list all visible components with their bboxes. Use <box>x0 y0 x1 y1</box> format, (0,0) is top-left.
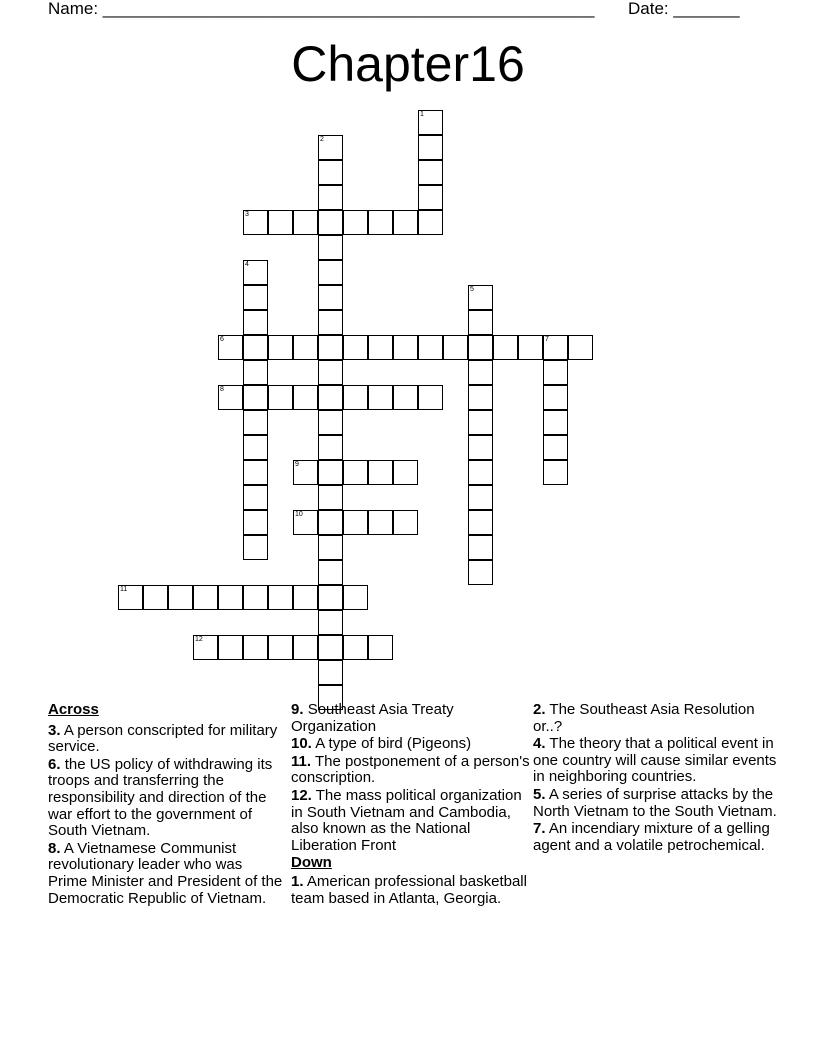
grid-cell[interactable] <box>493 335 518 360</box>
grid-cell[interactable] <box>318 635 343 660</box>
grid-cell[interactable] <box>243 460 268 485</box>
grid-cell[interactable] <box>293 585 318 610</box>
clue-number: 9. <box>291 701 304 718</box>
grid-cell[interactable] <box>318 335 343 360</box>
grid-cell[interactable] <box>293 510 318 535</box>
grid-cell[interactable] <box>318 460 343 485</box>
grid-cell[interactable] <box>343 210 368 235</box>
grid-cell[interactable] <box>243 535 268 560</box>
clue-number: 6. <box>48 755 61 773</box>
grid-cell[interactable] <box>318 510 343 535</box>
grid-cell[interactable] <box>468 410 493 435</box>
clues-column-1 <box>48 702 283 908</box>
down-heading: Down <box>291 854 332 872</box>
grid-cell[interactable] <box>318 160 343 185</box>
grid-cell[interactable] <box>318 135 343 160</box>
clue-number-1: 1 <box>420 111 424 118</box>
grid-cell[interactable] <box>543 335 568 360</box>
grid-cell[interactable] <box>318 435 343 460</box>
grid-cell[interactable] <box>293 385 318 410</box>
clue-text: A type of bird (Pigeons) <box>315 735 472 753</box>
grid-cell[interactable] <box>293 335 318 360</box>
grid-cell[interactable] <box>418 385 443 410</box>
grid-cell[interactable] <box>543 360 568 385</box>
clue-number: 8. <box>48 839 61 857</box>
grid-cell[interactable] <box>218 585 243 610</box>
grid-cell[interactable] <box>343 585 368 610</box>
clue-across-8 <box>48 841 283 907</box>
grid-cell[interactable] <box>168 585 193 610</box>
grid-cell[interactable] <box>543 410 568 435</box>
grid-cell[interactable] <box>343 385 368 410</box>
clue-text: An incendiary mixture of a gelling agent and a volatile petrochemical. <box>533 820 770 854</box>
grid-cell[interactable] <box>318 560 343 585</box>
clue-text: American professional basketball team based in Atlanta, Georgia. <box>291 872 527 907</box>
grid-cell[interactable] <box>268 335 293 360</box>
grid-cell[interactable] <box>393 335 418 360</box>
clue-number: 12. <box>291 786 312 804</box>
clue-number-10: 10 <box>295 511 303 518</box>
grid-cell[interactable] <box>543 435 568 460</box>
grid-cell[interactable] <box>243 485 268 510</box>
clues-column-2 <box>291 702 531 908</box>
clue-number-7: 7 <box>545 336 549 343</box>
grid-cell[interactable] <box>243 360 268 385</box>
grid-cell[interactable] <box>468 335 493 360</box>
clue-across-3 <box>48 723 283 756</box>
clue-text: A series of surprise attacks by the North Vietnam to the South Vietnam. <box>533 785 777 820</box>
grid-cell[interactable] <box>468 310 493 335</box>
grid-cell[interactable] <box>193 585 218 610</box>
grid-cell[interactable] <box>518 335 543 360</box>
grid-cell[interactable] <box>243 310 268 335</box>
clue-across-9 <box>291 702 531 735</box>
grid-cell[interactable] <box>468 535 493 560</box>
grid-cell[interactable] <box>343 460 368 485</box>
grid-cell[interactable] <box>218 335 243 360</box>
clue-number-3: 3 <box>245 211 249 218</box>
grid-cell[interactable] <box>243 510 268 535</box>
clue-number: 2. <box>533 701 546 718</box>
grid-cell[interactable] <box>143 585 168 610</box>
clue-text: The postponement of a person's conscription. <box>291 752 530 787</box>
grid-cell[interactable] <box>193 635 218 660</box>
grid-cell[interactable] <box>343 635 368 660</box>
clue-down-5 <box>533 787 778 820</box>
grid-cell[interactable] <box>368 335 393 360</box>
clue-down-2 <box>533 702 778 735</box>
grid-cell[interactable] <box>368 635 393 660</box>
clue-text: The mass political organization in South Vietnam and Cambodia, also known as the National Liberation Front <box>291 786 522 854</box>
grid-cell[interactable] <box>368 510 393 535</box>
grid-cell[interactable] <box>218 385 243 410</box>
grid-cell[interactable] <box>368 385 393 410</box>
grid-cell[interactable] <box>468 485 493 510</box>
grid-cell[interactable] <box>543 385 568 410</box>
grid-cell[interactable] <box>393 460 418 485</box>
across-heading: Across <box>48 701 99 718</box>
clue-text: A person conscripted for military service. <box>48 721 278 756</box>
grid-cell[interactable] <box>318 410 343 435</box>
clue-number: 3. <box>48 721 61 739</box>
clue-number-9: 9 <box>295 461 299 468</box>
grid-cell[interactable] <box>243 585 268 610</box>
clue-number: 5. <box>533 785 546 803</box>
grid-cell[interactable] <box>468 435 493 460</box>
grid-cell[interactable] <box>418 135 443 160</box>
grid-cell[interactable] <box>443 335 468 360</box>
grid-cell[interactable] <box>418 210 443 235</box>
grid-cell[interactable] <box>468 560 493 585</box>
grid-cell[interactable] <box>243 210 268 235</box>
clue-number-12: 12 <box>195 636 203 643</box>
grid-cell[interactable] <box>293 210 318 235</box>
grid-cell[interactable] <box>343 335 368 360</box>
grid-cell[interactable] <box>243 260 268 285</box>
grid-cell[interactable] <box>318 610 343 635</box>
grid-cell[interactable] <box>418 110 443 135</box>
grid-cell[interactable] <box>243 385 268 410</box>
clue-text: The Southeast Asia Resolution or..? <box>533 701 755 735</box>
grid-cell[interactable] <box>268 585 293 610</box>
grid-cell[interactable] <box>243 635 268 660</box>
clue-down-7 <box>533 821 778 854</box>
grid-cell[interactable] <box>418 335 443 360</box>
grid-cell[interactable] <box>393 210 418 235</box>
grid-cell[interactable] <box>393 385 418 410</box>
grid-cell[interactable] <box>393 510 418 535</box>
grid-cell[interactable] <box>318 185 343 210</box>
grid-cell[interactable] <box>318 210 343 235</box>
clue-number: 1. <box>291 872 304 890</box>
grid-cell[interactable] <box>468 385 493 410</box>
clue-number: 11. <box>291 752 312 770</box>
clue-down-1 <box>291 874 531 907</box>
grid-cell[interactable] <box>268 635 293 660</box>
clue-across-10 <box>291 736 531 753</box>
grid-cell[interactable] <box>318 310 343 335</box>
clue-number: 4. <box>533 735 546 753</box>
clue-number-8: 8 <box>220 386 224 393</box>
name-field-label: Name: ____________________________________________________ <box>48 0 595 18</box>
grid-cell[interactable] <box>318 385 343 410</box>
clue-text: the US policy of withdrawing its troops and transferring the responsibility and direction of the war effort to the government of South Vietnam. <box>48 755 273 840</box>
clue-number: 10. <box>291 735 312 753</box>
clue-down-4 <box>533 736 778 786</box>
grid-cell[interactable] <box>243 435 268 460</box>
grid-cell[interactable] <box>293 460 318 485</box>
grid-cell[interactable] <box>468 285 493 310</box>
clue-number-4: 4 <box>245 261 249 268</box>
clue-across-6 <box>48 757 283 840</box>
grid-cell[interactable] <box>368 210 393 235</box>
grid-cell[interactable] <box>318 360 343 385</box>
grid-cell[interactable] <box>318 660 343 685</box>
clue-number-2: 2 <box>320 136 324 143</box>
grid-cell[interactable] <box>318 285 343 310</box>
grid-cell[interactable] <box>418 160 443 185</box>
clues-column-3 <box>533 702 778 855</box>
grid-cell[interactable] <box>243 335 268 360</box>
grid-cell[interactable] <box>568 335 593 360</box>
grid-cell[interactable] <box>468 460 493 485</box>
grid-cell[interactable] <box>318 535 343 560</box>
grid-cell[interactable] <box>318 485 343 510</box>
grid-cell[interactable] <box>243 410 268 435</box>
grid-cell[interactable] <box>468 360 493 385</box>
grid-cell[interactable] <box>318 585 343 610</box>
clue-text: The theory that a political event in one country will cause similar events in neighboring countries. <box>533 735 777 786</box>
grid-cell[interactable] <box>368 460 393 485</box>
grid-cell[interactable] <box>543 460 568 485</box>
date-field-label: Date: _______ <box>628 0 740 18</box>
grid-cell[interactable] <box>243 285 268 310</box>
grid-cell[interactable] <box>318 260 343 285</box>
clue-number-11: 11 <box>120 586 128 593</box>
grid-cell[interactable] <box>418 185 443 210</box>
clue-number: 7. <box>533 820 546 838</box>
clue-across-11 <box>291 754 531 787</box>
grid-cell[interactable] <box>343 510 368 535</box>
grid-cell[interactable] <box>118 585 143 610</box>
clue-number-5: 5 <box>470 286 474 293</box>
clue-text: Southeast Asia Treaty Organization <box>291 701 454 735</box>
page-title: Chapter16 <box>291 36 525 92</box>
grid-cell[interactable] <box>293 635 318 660</box>
clue-across-12 <box>291 788 531 854</box>
grid-cell[interactable] <box>218 635 243 660</box>
clue-number-6: 6 <box>220 336 224 343</box>
grid-cell[interactable] <box>468 510 493 535</box>
grid-cell[interactable] <box>268 385 293 410</box>
clue-text: A Vietnamese Communist revolutionary leader who was Prime Minister and President of the Democratic Republic of Vietnam. <box>48 839 283 907</box>
grid-cell[interactable] <box>318 235 343 260</box>
grid-cell[interactable] <box>268 210 293 235</box>
